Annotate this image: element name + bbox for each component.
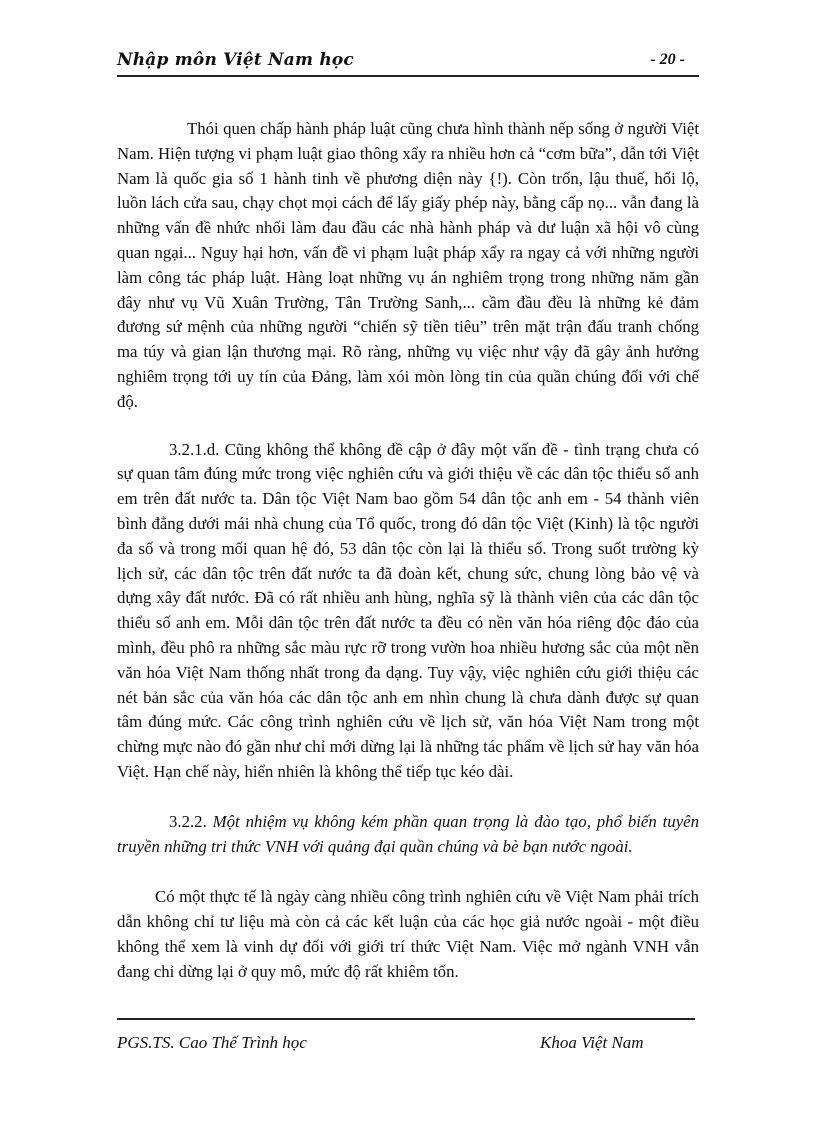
paragraph: Có một thực tế là ngày càng nhiều công trình nghiên cứu về Việt Nam phải trích dẫn không chỉ tư liệu mà còn cả các kết luận của các học giả nước ngoài - một điều không thể xem là vinh dự đối với giới trí thức Việt Nam. Việc mở ngành VNH vẫn đang chỉ dừng lại ở quy mô, mức độ rất khiêm tốn. [117, 887, 699, 981]
section-heading-text: Một nhiệm vụ không kém phần quan trọng là đào tạo, phổ biến tuyên truyền những tri thức VNH với quảng đại quần chúng và bè bạn nước ngoài. [117, 811, 699, 856]
header-title: Nhập môn Việt Nam học [117, 50, 354, 70]
section-number: 3.2.2. [169, 811, 207, 831]
page-number: - 20 - [650, 51, 685, 68]
section-heading-paragraph [117, 810, 699, 860]
paragraph: Thói quen chấp hành pháp luật cũng chưa hình thành nếp sống ở người Việt Nam. Hiện tượng vi phạm luật giao thông xẩy ra nhiều hơn cả “cơm bữa”, dẫn tới Việt Nam là quốc gia số 1 hành tinh về phương diện này {!). Còn trốn, lậu thuế, hối lộ, luồn lách cửa sau, chạy chọt mọi cách để lấy giấy phép này, bằng cấp nọ... vẫn đang là những vấn đề nhức nhối làm đau đầu các nhà hành pháp và dư luận xã hội vô cùng quan ngại... Nguy hại hơn, vấn đề vi phạm luật pháp xẩy ra ngay cả với những người làm công tác pháp luật. Hàng loạt những vụ án nghiêm trọng trong những năm gần đây như vụ Vũ Xuân Trường, Tân Trường Sanh,... cầm đầu đều là những kẻ đảm đương sứ mệnh của những người “chiến sỹ tiền tiêu” trên mặt trận đấu tranh chống ma túy và gian lận thương mại. Rõ ràng, những vụ việc như vậy đã gây ảnh hưởng nghiêm trọng tới uy tín của Đảng, làm xói mòn lòng tin của quần chúng đối với chế độ. [117, 119, 699, 411]
footer-divider [117, 1018, 695, 1020]
document-body [117, 117, 699, 985]
paragraph: 3.2.1.d. Cũng không thể không đề cập ở đây một vấn đề - tình trạng chưa có sự quan tâm đúng mức trong việc nghiên cứu và giới thiệu về các dân tộc thiểu số anh em trên đất nước ta. Dân tộc Việt Nam bao gồm 54 dân tộc anh em - 54 thành viên bình đẳng dưới mái nhà chung của Tổ quốc, trong đó dân tộc Việt (Kinh) là tộc người đa số và trong mối quan hệ đó, 53 dân tộc còn lại là thiểu số. Trong suốt trường kỳ lịch sử, các dân tộc trên đất nước ta đã đoàn kết, chung sức, chung lòng bảo vệ và dựng xây đất nước. Đã có rất nhiều anh hùng, nghĩa sỹ là thành viên của các dân tộc thiểu số anh em. Mỗi dân tộc trên đất nước ta đều có nền văn hóa riêng độc đáo của mình, đều phô ra những sắc màu rực rỡ trong vườn hoa nhiều hương sắc của một nền văn hóa Việt Nam thống nhất trong đa dạng. Tuy vậy, việc nghiên cứu giới thiệu các nét bản sắc của văn hóa các dân tộc anh em nhìn chung là chưa dành được sự quan tâm đúng mức. Các công trình nghiên cứu về lịch sử, văn hóa Việt Nam trong một chừng mực nào đó gần như chỉ mới dừng lại là những tác phẩm về lịch sử hay văn hóa Việt. Hạn chế này, hiển nhiên là không thể tiếp tục kéo dài. [117, 439, 699, 781]
footer-department: Khoa Việt Nam [540, 1033, 644, 1052]
footer-author: PGS.TS. Cao Thế Trình học [117, 1033, 307, 1052]
page-header [117, 50, 699, 76]
header-divider [117, 75, 699, 77]
